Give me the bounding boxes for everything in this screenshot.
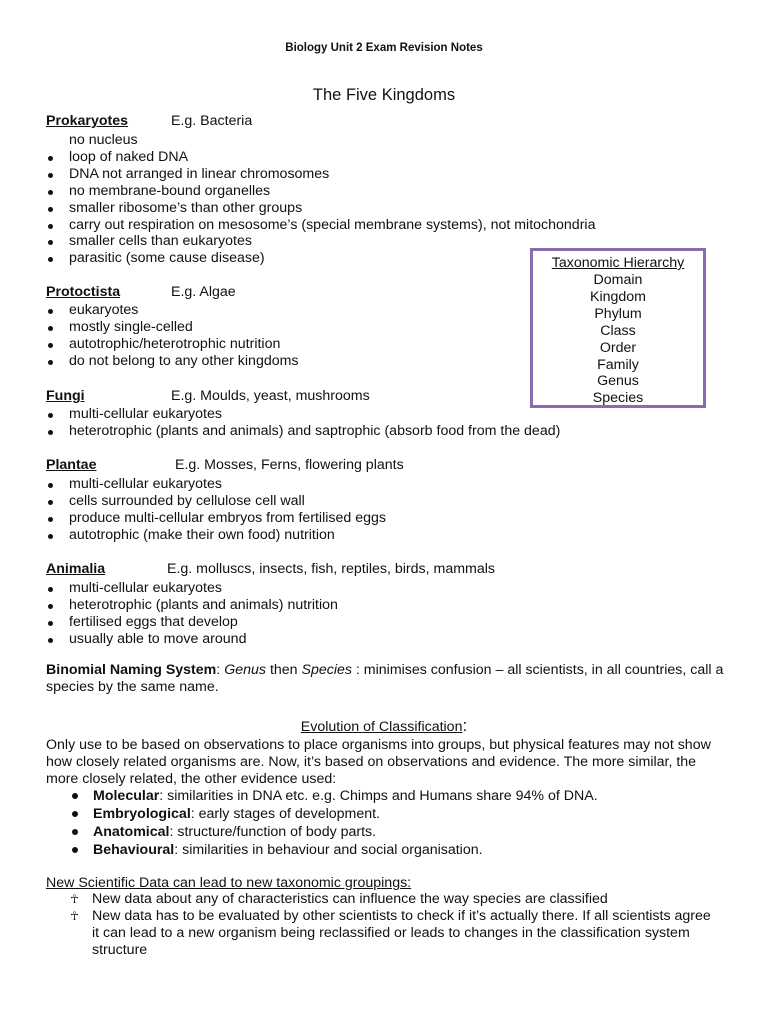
list-item: DNA not arranged in linear chromosomes (46, 166, 595, 183)
hierarchy-level: Genus (597, 373, 639, 390)
list-item: fertilised eggs that develop (46, 614, 338, 631)
genus-term: Genus (224, 662, 266, 678)
list-item: heterotrophic (plants and animals) nutrition (46, 597, 338, 614)
plantae-name: Plantae (46, 457, 97, 473)
list-item: autotrophic (make their own food) nutrition (46, 527, 386, 544)
fungi-name: Fungi (46, 388, 85, 404)
list-item: cells surrounded by cellulose cell wall (46, 493, 386, 510)
document-title: The Five Kingdoms (312, 86, 456, 104)
binomial-naming-paragraph: Binomial Naming System: Genus then Species : minimises confusion – all scientists, in all countries, call a species by the same name. (46, 662, 724, 695)
list-item: do not belong to any other kingdoms (46, 353, 299, 370)
list-item: usually able to move around (46, 631, 338, 648)
bullet-icon (48, 173, 53, 178)
list-item: heterotrophic (plants and animals) and saptrophic (absorb food from the dead) (46, 423, 560, 440)
bullet-icon (72, 847, 78, 853)
evolution-heading: Evolution of Classification: (300, 716, 468, 735)
list-item: multi-cellular eukaryotes (46, 476, 386, 493)
bullet-icon (72, 811, 78, 817)
fungi-heading (46, 388, 370, 404)
bullet-icon (48, 224, 53, 229)
bullet-icon (48, 156, 53, 161)
hierarchy-level: Species (592, 390, 644, 407)
list-item: produce multi-cellular embryos from fertilised eggs (46, 510, 386, 527)
list-item: ☥ New data has to be evaluated by other scientists to check if it’s actually there. If all scientists agree it can lead to a new organism being reclassified or leads to changes in the classification system structure (70, 907, 711, 958)
hierarchy-title: Taxonomic Hierarchy (551, 255, 685, 271)
hierarchy-level: Family (597, 356, 639, 373)
bullet-icon (48, 257, 53, 262)
animalia-list (46, 580, 338, 648)
plantae-list (46, 476, 386, 544)
list-item: Behavioural: similarities in behaviour and social organisation. (70, 841, 598, 859)
fungi-example: E.g. Moulds, yeast, mushrooms (171, 388, 370, 404)
bullet-icon (48, 309, 53, 314)
list-item: ☥ New data about any of characteristics can influence the way species are classified (70, 891, 608, 907)
list-item: smaller cells than eukaryotes (46, 233, 595, 250)
bullet-icon (48, 190, 53, 195)
bullet-icon (48, 534, 53, 539)
hierarchy-level: Domain (593, 272, 643, 288)
list-item: loop of naked DNA (46, 149, 595, 166)
list-item: parasitic (some cause disease) (46, 250, 595, 267)
bullet-icon (48, 343, 53, 348)
bullet-icon (48, 326, 53, 331)
bullet-icon (48, 430, 53, 435)
list-item: multi-cellular eukaryotes (46, 580, 338, 597)
fungi-list (46, 406, 560, 440)
list-item: eukaryotes (46, 302, 299, 319)
plantae-heading (46, 457, 404, 473)
animalia-example: E.g. molluscs, insects, fish, reptiles, birds, mammals (167, 561, 495, 577)
list-item: multi-cellular eukaryotes (46, 406, 560, 423)
taxonomic-hierarchy-box (530, 248, 706, 408)
prokaryotes-list (46, 149, 595, 267)
bullet-icon (48, 207, 53, 212)
prokaryotes-name: Prokaryotes (46, 113, 129, 129)
hierarchy-level: Kingdom (590, 288, 646, 305)
bullet-icon (48, 587, 53, 592)
bullet-icon (48, 483, 53, 488)
protoctista-heading (46, 284, 236, 300)
protoctista-example: E.g. Algae (171, 284, 236, 300)
list-item: Anatomical: structure/function of body parts. (70, 823, 598, 841)
bullet-icon (48, 240, 53, 245)
ankh-bullet-icon: ☥ (70, 908, 79, 923)
bullet-icon (48, 638, 53, 643)
bullet-icon (48, 517, 53, 522)
list-item: smaller ribosome’s than other groups (46, 200, 595, 217)
list-item: mostly single-celled (46, 319, 299, 336)
protoctista-name: Protoctista (46, 284, 121, 300)
hierarchy-level: Order (599, 339, 637, 356)
ankh-bullet-icon: ☥ (70, 892, 79, 906)
new-data-heading: New Scientific Data can lead to new taxonomic groupings: (46, 875, 412, 891)
bullet-icon (48, 500, 53, 505)
hierarchy-level: Class (600, 322, 636, 339)
species-term: Species (301, 662, 352, 678)
list-item: no membrane-bound organelles (46, 183, 595, 200)
hierarchy-level: Phylum (594, 305, 642, 322)
evidence-list (70, 787, 598, 859)
bullet-icon (72, 829, 78, 835)
new-data-list (70, 891, 720, 959)
animalia-name: Animalia (46, 561, 106, 577)
bullet-icon (48, 621, 53, 626)
list-item: carry out respiration on mesosome’s (special membrane systems), not mitochondria (46, 217, 595, 234)
bullet-icon (48, 360, 53, 365)
prokaryotes-first-line: no nucleus (69, 132, 138, 148)
bullet-icon (48, 413, 53, 418)
prokaryotes-heading (46, 113, 253, 129)
prokaryotes-example: E.g. Bacteria (171, 113, 253, 129)
bullet-icon (72, 793, 78, 799)
protoctista-list (46, 302, 299, 370)
animalia-heading (46, 561, 495, 577)
list-item: Molecular: similarities in DNA etc. e.g. Chimps and Humans share 94% of DNA. (70, 787, 598, 805)
document-header: Biology Unit 2 Exam Revision Notes (285, 42, 483, 54)
binomial-label: Binomial Naming System (46, 662, 217, 678)
list-item: Embryological: early stages of development. (70, 805, 598, 823)
list-item: autotrophic/heterotrophic nutrition (46, 336, 299, 353)
plantae-example: E.g. Mosses, Ferns, flowering plants (175, 457, 404, 473)
bullet-icon (48, 604, 53, 609)
evolution-paragraph: Only use to be based on observations to place organisms into groups, but physical features may not show how closely related organisms are. Now, it’s based on observations and evidence. The more similar, the more closely related, the other evidence used: (46, 737, 711, 787)
